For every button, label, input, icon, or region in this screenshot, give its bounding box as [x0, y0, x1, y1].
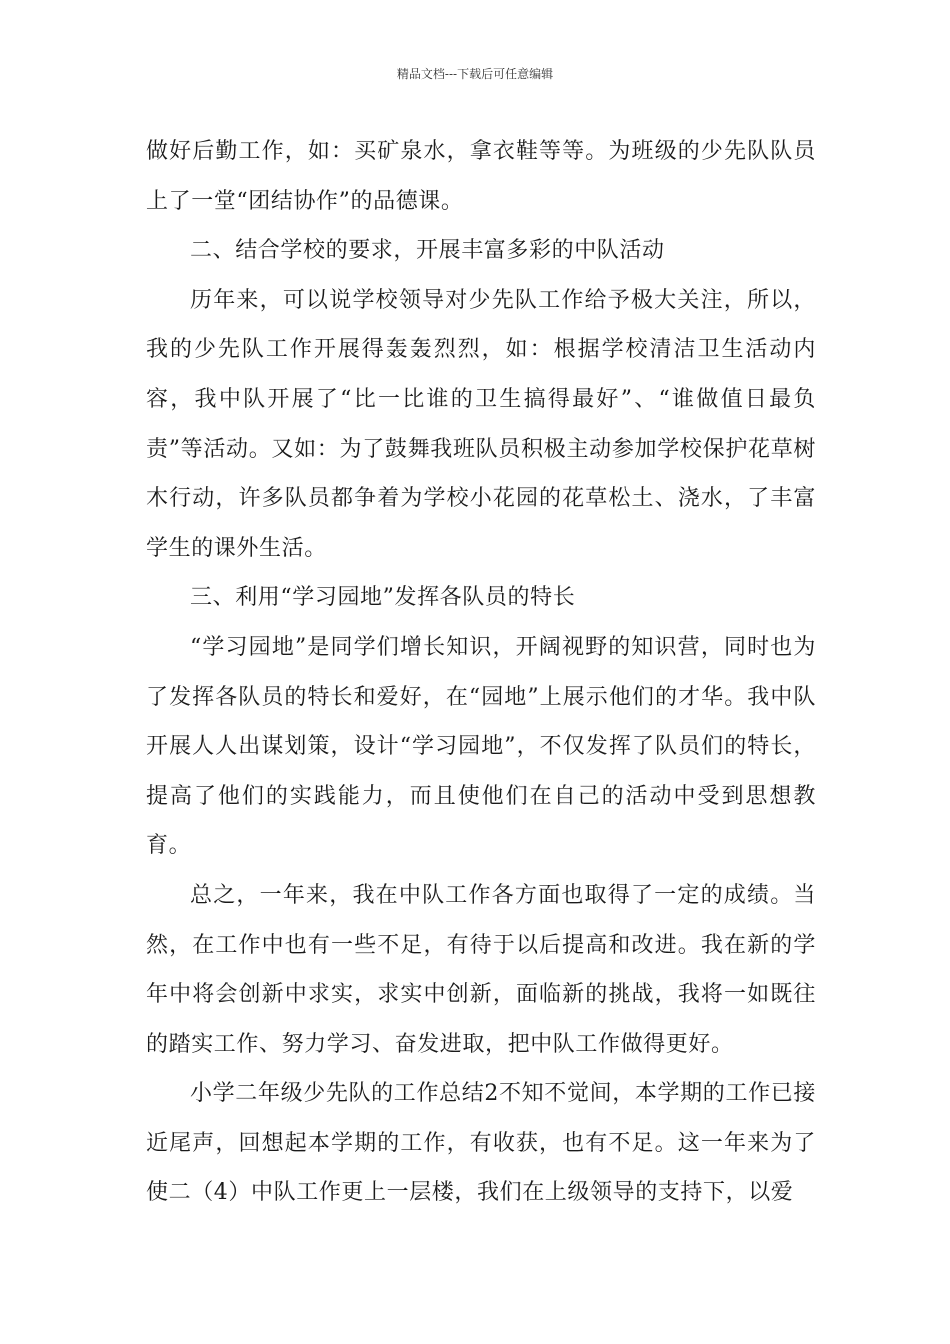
- paragraph-1: 做好后勤工作，如：买矿泉水，拿衣鞋等等。为班级的少先队队员上了一堂“团结协作”的品德课。: [146, 139, 816, 214]
- page-header: 精品文档---下载后可任意编辑: [396, 67, 554, 81]
- paragraph-summary: 总之，一年来，我在中队工作各方面也取得了一定的成绩。当然，在工作中也有一些不足，有待于以后提高和改进。我在新的学年中将会创新中求实，求实中创新，面临新的挑战，我将一如既往的踏实工作、努力学习、奋发进取，把中队工作做得更好。: [146, 882, 816, 1057]
- section-heading-2: 二、结合学校的要求，开展丰富多彩的中队活动: [190, 238, 665, 264]
- paragraph-next-summary: 小学二年级少先队的工作总结2不知不觉间，本学期的工作已接近尾声，回想起本学期的工作，有收获，也有不足。这一年来为了使二（4）中队工作更上一层楼，我们在上级领导的支持下，以爱: [146, 1081, 816, 1206]
- paragraph-2: 历年来，可以说学校领导对少先队工作给予极大关注，所以，我的少先队工作开展得轰轰烈烈，如：根据学校清洁卫生活动内容，我中队开展了“比一比谁的卫生搞得最好”、“谁做值日最负责”等活动。又如：为了鼓舞我班队员积极主动参加学校保护花草树木行动，许多队员都争着为学校小花园的花草松土、浇水，了丰富学生的课外生活。: [146, 287, 816, 561]
- paragraph-3: “学习园地”是同学们增长知识，开阔视野的知识营，同时也为了发挥各队员的特长和爱好，在“园地”上展示他们的才华。我中队开展人人出谋划策，设计“学习园地”，不仅发挥了队员们的特长，提高了他们的实践能力，而且使他们在自己的活动中受到思想教育。: [146, 634, 816, 859]
- section-heading-3: 三、利用“学习园地”发挥各队员的特长: [190, 585, 576, 611]
- document-body: [146, 127, 816, 1218]
